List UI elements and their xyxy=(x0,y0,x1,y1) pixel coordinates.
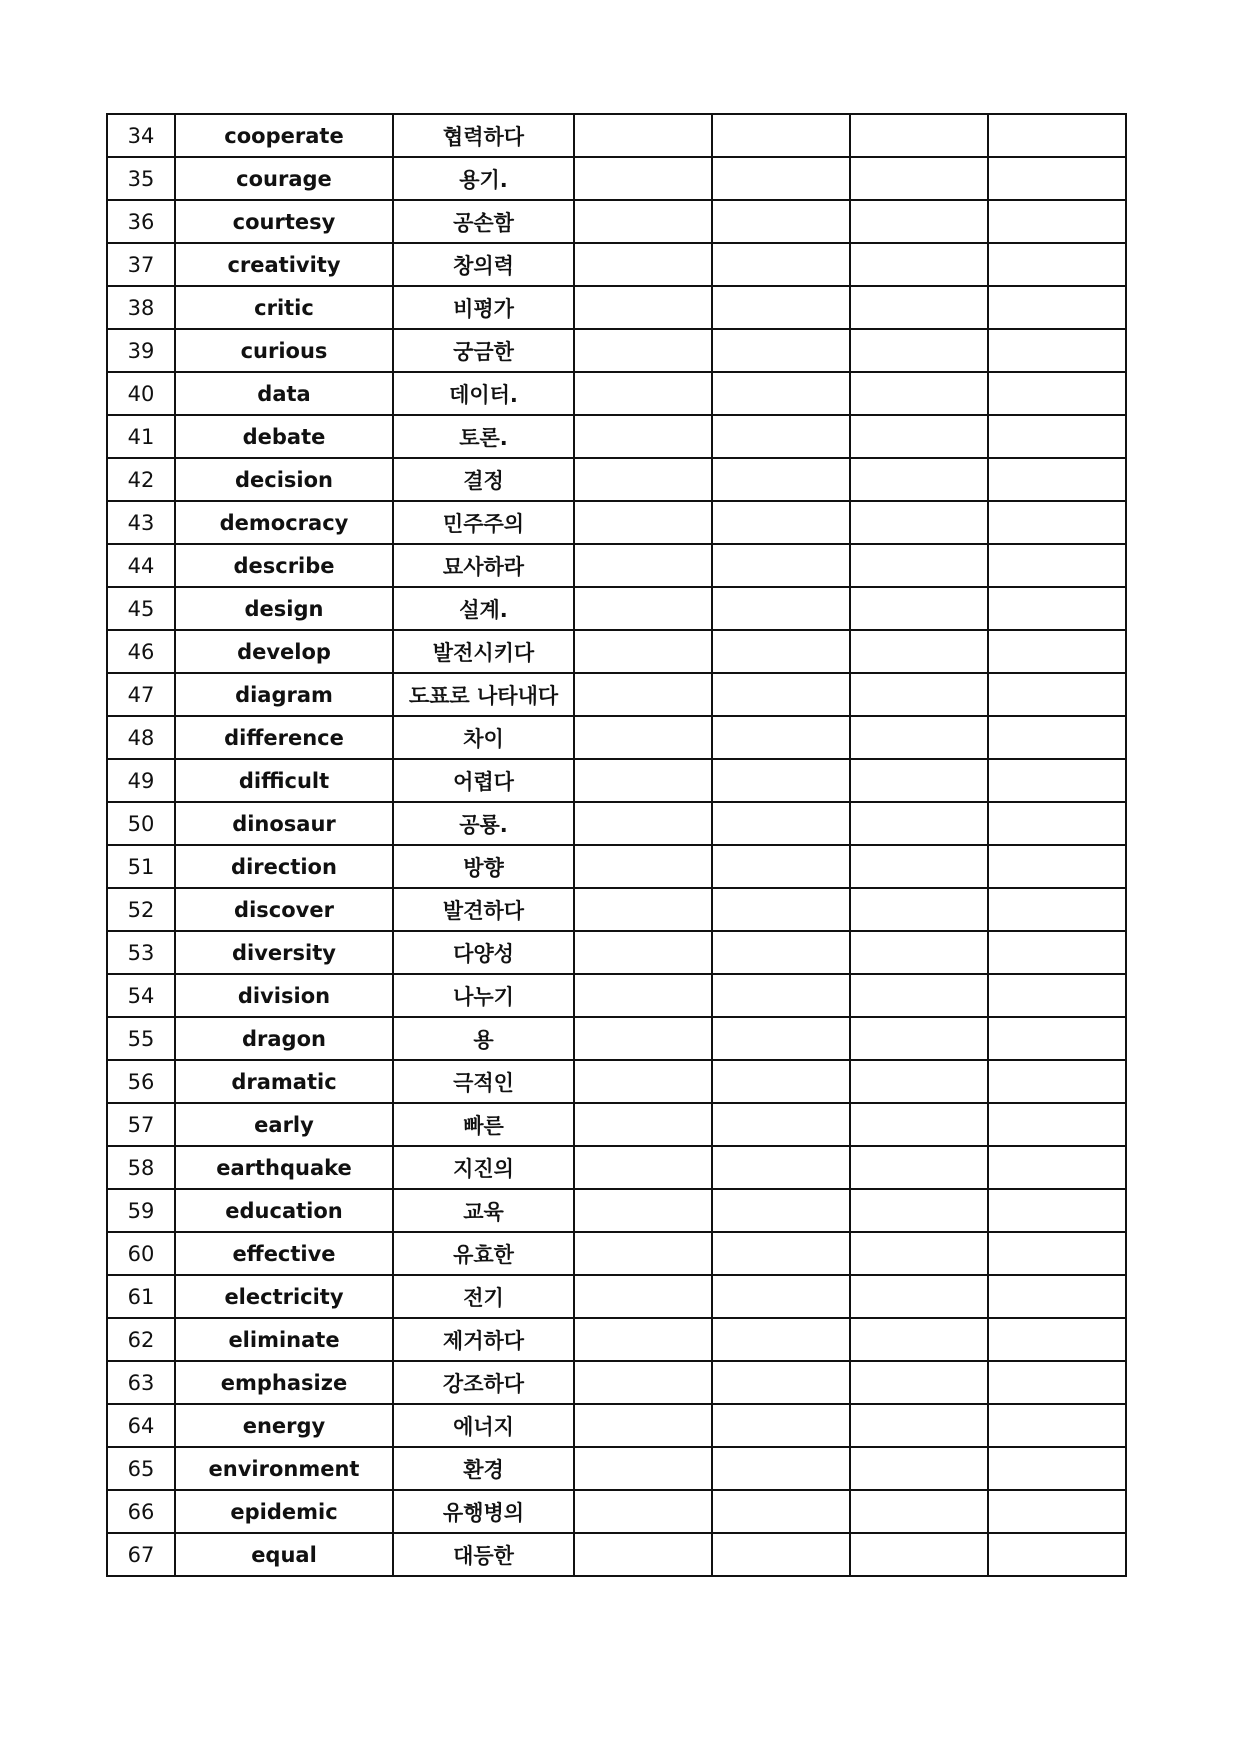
practice-cell xyxy=(574,1017,712,1060)
practice-cell xyxy=(712,1318,850,1361)
english-word: diversity xyxy=(175,931,393,974)
practice-cell xyxy=(988,286,1126,329)
practice-cell xyxy=(850,329,988,372)
practice-cell xyxy=(988,200,1126,243)
korean-meaning: 발전시키다 xyxy=(393,630,574,673)
practice-cell xyxy=(712,1060,850,1103)
table-row xyxy=(107,716,1126,759)
entry-number: 60 xyxy=(107,1232,175,1275)
practice-cell xyxy=(850,716,988,759)
practice-cell xyxy=(988,1017,1126,1060)
korean-meaning: 유행병의 xyxy=(393,1490,574,1533)
entry-number: 67 xyxy=(107,1533,175,1576)
practice-cell xyxy=(712,1447,850,1490)
english-word: debate xyxy=(175,415,393,458)
practice-cell xyxy=(850,458,988,501)
english-word: eliminate xyxy=(175,1318,393,1361)
practice-cell xyxy=(574,329,712,372)
practice-cell xyxy=(712,974,850,1017)
table-row xyxy=(107,845,1126,888)
practice-cell xyxy=(988,1103,1126,1146)
practice-cell xyxy=(988,888,1126,931)
table-row xyxy=(107,1103,1126,1146)
practice-cell xyxy=(574,1232,712,1275)
practice-cell xyxy=(850,501,988,544)
vocabulary-table xyxy=(106,113,1127,1577)
practice-cell xyxy=(850,200,988,243)
practice-cell xyxy=(850,1232,988,1275)
table-row xyxy=(107,329,1126,372)
practice-cell xyxy=(850,888,988,931)
practice-cell xyxy=(988,114,1126,157)
practice-cell xyxy=(574,1060,712,1103)
entry-number: 66 xyxy=(107,1490,175,1533)
practice-cell xyxy=(712,329,850,372)
english-word: critic xyxy=(175,286,393,329)
practice-cell xyxy=(574,243,712,286)
practice-cell xyxy=(988,329,1126,372)
practice-cell xyxy=(850,1404,988,1447)
english-word: courtesy xyxy=(175,200,393,243)
entry-number: 54 xyxy=(107,974,175,1017)
practice-cell xyxy=(850,1447,988,1490)
practice-cell xyxy=(850,1275,988,1318)
entry-number: 48 xyxy=(107,716,175,759)
practice-cell xyxy=(574,845,712,888)
practice-cell xyxy=(712,243,850,286)
practice-cell xyxy=(712,372,850,415)
practice-cell xyxy=(574,1318,712,1361)
table-row xyxy=(107,501,1126,544)
practice-cell xyxy=(574,802,712,845)
practice-cell xyxy=(850,587,988,630)
table-row xyxy=(107,1275,1126,1318)
english-word: difference xyxy=(175,716,393,759)
korean-meaning: 데이터. xyxy=(393,372,574,415)
practice-cell xyxy=(850,630,988,673)
practice-cell xyxy=(712,888,850,931)
english-word: epidemic xyxy=(175,1490,393,1533)
practice-cell xyxy=(712,1490,850,1533)
vocabulary-table-body xyxy=(107,114,1126,1576)
practice-cell xyxy=(574,1275,712,1318)
english-word: cooperate xyxy=(175,114,393,157)
table-row xyxy=(107,1017,1126,1060)
practice-cell xyxy=(712,286,850,329)
practice-cell xyxy=(574,1103,712,1146)
korean-meaning: 방향 xyxy=(393,845,574,888)
korean-meaning: 나누기 xyxy=(393,974,574,1017)
practice-cell xyxy=(988,630,1126,673)
entry-number: 65 xyxy=(107,1447,175,1490)
table-row xyxy=(107,243,1126,286)
entry-number: 34 xyxy=(107,114,175,157)
practice-cell xyxy=(850,1060,988,1103)
table-row xyxy=(107,1447,1126,1490)
korean-meaning: 용 xyxy=(393,1017,574,1060)
practice-cell xyxy=(574,372,712,415)
entry-number: 46 xyxy=(107,630,175,673)
practice-cell xyxy=(988,802,1126,845)
practice-cell xyxy=(574,716,712,759)
english-word: earthquake xyxy=(175,1146,393,1189)
practice-cell xyxy=(850,243,988,286)
practice-cell xyxy=(712,114,850,157)
practice-cell xyxy=(712,1361,850,1404)
practice-cell xyxy=(850,931,988,974)
practice-cell xyxy=(574,759,712,802)
practice-cell xyxy=(850,372,988,415)
entry-number: 43 xyxy=(107,501,175,544)
entry-number: 37 xyxy=(107,243,175,286)
english-word: diagram xyxy=(175,673,393,716)
practice-cell xyxy=(988,1146,1126,1189)
korean-meaning: 대등한 xyxy=(393,1533,574,1576)
english-word: dragon xyxy=(175,1017,393,1060)
practice-cell xyxy=(850,1533,988,1576)
practice-cell xyxy=(850,1017,988,1060)
practice-cell xyxy=(574,1533,712,1576)
practice-cell xyxy=(574,501,712,544)
korean-meaning: 결정 xyxy=(393,458,574,501)
practice-cell xyxy=(712,802,850,845)
english-word: dinosaur xyxy=(175,802,393,845)
table-row xyxy=(107,372,1126,415)
korean-meaning: 궁금한 xyxy=(393,329,574,372)
practice-cell xyxy=(574,630,712,673)
entry-number: 47 xyxy=(107,673,175,716)
english-word: effective xyxy=(175,1232,393,1275)
table-row xyxy=(107,759,1126,802)
practice-cell xyxy=(712,716,850,759)
practice-cell xyxy=(850,845,988,888)
practice-cell xyxy=(988,673,1126,716)
practice-cell xyxy=(712,200,850,243)
practice-cell xyxy=(712,1404,850,1447)
practice-cell xyxy=(712,1189,850,1232)
english-word: creativity xyxy=(175,243,393,286)
korean-meaning: 교육 xyxy=(393,1189,574,1232)
practice-cell xyxy=(712,157,850,200)
practice-cell xyxy=(850,157,988,200)
entry-number: 61 xyxy=(107,1275,175,1318)
english-word: design xyxy=(175,587,393,630)
korean-meaning: 비평가 xyxy=(393,286,574,329)
table-row xyxy=(107,1361,1126,1404)
english-word: education xyxy=(175,1189,393,1232)
practice-cell xyxy=(574,1361,712,1404)
table-row xyxy=(107,415,1126,458)
korean-meaning: 민주주의 xyxy=(393,501,574,544)
entry-number: 44 xyxy=(107,544,175,587)
table-row xyxy=(107,673,1126,716)
practice-cell xyxy=(850,1103,988,1146)
practice-cell xyxy=(988,1189,1126,1232)
english-word: discover xyxy=(175,888,393,931)
korean-meaning: 협력하다 xyxy=(393,114,574,157)
korean-meaning: 차이 xyxy=(393,716,574,759)
english-word: equal xyxy=(175,1533,393,1576)
practice-cell xyxy=(988,1447,1126,1490)
entry-number: 63 xyxy=(107,1361,175,1404)
practice-cell xyxy=(574,286,712,329)
korean-meaning: 어렵다 xyxy=(393,759,574,802)
practice-cell xyxy=(574,544,712,587)
english-word: environment xyxy=(175,1447,393,1490)
practice-cell xyxy=(988,1533,1126,1576)
practice-cell xyxy=(850,673,988,716)
korean-meaning: 토론. xyxy=(393,415,574,458)
entry-number: 39 xyxy=(107,329,175,372)
entry-number: 56 xyxy=(107,1060,175,1103)
english-word: emphasize xyxy=(175,1361,393,1404)
practice-cell xyxy=(988,544,1126,587)
entry-number: 59 xyxy=(107,1189,175,1232)
practice-cell xyxy=(988,1361,1126,1404)
practice-cell xyxy=(988,974,1126,1017)
korean-meaning: 에너지 xyxy=(393,1404,574,1447)
entry-number: 42 xyxy=(107,458,175,501)
entry-number: 58 xyxy=(107,1146,175,1189)
english-word: early xyxy=(175,1103,393,1146)
practice-cell xyxy=(988,458,1126,501)
entry-number: 51 xyxy=(107,845,175,888)
practice-cell xyxy=(988,1490,1126,1533)
practice-cell xyxy=(574,114,712,157)
table-row xyxy=(107,974,1126,1017)
practice-cell xyxy=(574,415,712,458)
practice-cell xyxy=(988,931,1126,974)
table-row xyxy=(107,1490,1126,1533)
entry-number: 45 xyxy=(107,587,175,630)
english-word: energy xyxy=(175,1404,393,1447)
practice-cell xyxy=(850,415,988,458)
practice-cell xyxy=(574,458,712,501)
practice-cell xyxy=(850,286,988,329)
korean-meaning: 환경 xyxy=(393,1447,574,1490)
korean-meaning: 다양성 xyxy=(393,931,574,974)
table-row xyxy=(107,114,1126,157)
practice-cell xyxy=(988,587,1126,630)
practice-cell xyxy=(988,372,1126,415)
practice-cell xyxy=(712,458,850,501)
practice-cell xyxy=(712,673,850,716)
english-word: dramatic xyxy=(175,1060,393,1103)
korean-meaning: 극적인 xyxy=(393,1060,574,1103)
entry-number: 55 xyxy=(107,1017,175,1060)
korean-meaning: 제거하다 xyxy=(393,1318,574,1361)
english-word: direction xyxy=(175,845,393,888)
english-word: difficult xyxy=(175,759,393,802)
korean-meaning: 설계. xyxy=(393,587,574,630)
practice-cell xyxy=(712,1146,850,1189)
practice-cell xyxy=(988,1318,1126,1361)
practice-cell xyxy=(712,544,850,587)
entry-number: 64 xyxy=(107,1404,175,1447)
entry-number: 62 xyxy=(107,1318,175,1361)
practice-cell xyxy=(712,1017,850,1060)
table-row xyxy=(107,1189,1126,1232)
korean-meaning: 공룡. xyxy=(393,802,574,845)
korean-meaning: 도표로 나타내다 xyxy=(393,673,574,716)
korean-meaning: 유효한 xyxy=(393,1232,574,1275)
entry-number: 49 xyxy=(107,759,175,802)
table-row xyxy=(107,802,1126,845)
practice-cell xyxy=(574,673,712,716)
practice-cell xyxy=(574,200,712,243)
practice-cell xyxy=(988,716,1126,759)
korean-meaning: 공손함 xyxy=(393,200,574,243)
practice-cell xyxy=(574,1490,712,1533)
english-word: curious xyxy=(175,329,393,372)
table-row xyxy=(107,888,1126,931)
english-word: courage xyxy=(175,157,393,200)
table-row xyxy=(107,931,1126,974)
english-word: describe xyxy=(175,544,393,587)
practice-cell xyxy=(988,415,1126,458)
practice-cell xyxy=(712,630,850,673)
practice-cell xyxy=(712,415,850,458)
korean-meaning: 빠른 xyxy=(393,1103,574,1146)
practice-cell xyxy=(712,501,850,544)
practice-cell xyxy=(574,931,712,974)
table-row xyxy=(107,1404,1126,1447)
entry-number: 57 xyxy=(107,1103,175,1146)
english-word: decision xyxy=(175,458,393,501)
english-word: electricity xyxy=(175,1275,393,1318)
practice-cell xyxy=(574,1189,712,1232)
practice-cell xyxy=(712,1533,850,1576)
english-word: data xyxy=(175,372,393,415)
korean-meaning: 발견하다 xyxy=(393,888,574,931)
practice-cell xyxy=(988,1060,1126,1103)
english-word: democracy xyxy=(175,501,393,544)
practice-cell xyxy=(988,1404,1126,1447)
practice-cell xyxy=(712,587,850,630)
practice-cell xyxy=(574,974,712,1017)
table-row xyxy=(107,458,1126,501)
table-row xyxy=(107,587,1126,630)
practice-cell xyxy=(850,1189,988,1232)
korean-meaning: 묘사하라 xyxy=(393,544,574,587)
practice-cell xyxy=(712,931,850,974)
entry-number: 36 xyxy=(107,200,175,243)
table-row xyxy=(107,544,1126,587)
table-row xyxy=(107,286,1126,329)
practice-cell xyxy=(850,544,988,587)
vocabulary-sheet xyxy=(106,113,1127,1577)
english-word: develop xyxy=(175,630,393,673)
practice-cell xyxy=(712,845,850,888)
practice-cell xyxy=(712,1103,850,1146)
practice-cell xyxy=(850,759,988,802)
korean-meaning: 강조하다 xyxy=(393,1361,574,1404)
practice-cell xyxy=(988,157,1126,200)
table-row xyxy=(107,157,1126,200)
table-row xyxy=(107,1232,1126,1275)
english-word: division xyxy=(175,974,393,1017)
entry-number: 35 xyxy=(107,157,175,200)
practice-cell xyxy=(574,1404,712,1447)
table-row xyxy=(107,1318,1126,1361)
practice-cell xyxy=(850,1361,988,1404)
practice-cell xyxy=(988,759,1126,802)
practice-cell xyxy=(850,1318,988,1361)
entry-number: 41 xyxy=(107,415,175,458)
table-row xyxy=(107,630,1126,673)
practice-cell xyxy=(850,114,988,157)
entry-number: 52 xyxy=(107,888,175,931)
practice-cell xyxy=(712,1275,850,1318)
practice-cell xyxy=(988,501,1126,544)
entry-number: 38 xyxy=(107,286,175,329)
practice-cell xyxy=(574,888,712,931)
korean-meaning: 지진의 xyxy=(393,1146,574,1189)
table-row xyxy=(107,1060,1126,1103)
entry-number: 40 xyxy=(107,372,175,415)
practice-cell xyxy=(574,587,712,630)
table-row xyxy=(107,200,1126,243)
practice-cell xyxy=(850,1146,988,1189)
practice-cell xyxy=(574,1447,712,1490)
table-row xyxy=(107,1533,1126,1576)
practice-cell xyxy=(574,1146,712,1189)
practice-cell xyxy=(988,1232,1126,1275)
practice-cell xyxy=(850,802,988,845)
practice-cell xyxy=(712,759,850,802)
practice-cell xyxy=(988,243,1126,286)
practice-cell xyxy=(850,974,988,1017)
entry-number: 50 xyxy=(107,802,175,845)
entry-number: 53 xyxy=(107,931,175,974)
korean-meaning: 용기. xyxy=(393,157,574,200)
korean-meaning: 창의력 xyxy=(393,243,574,286)
practice-cell xyxy=(988,845,1126,888)
practice-cell xyxy=(988,1275,1126,1318)
practice-cell xyxy=(574,157,712,200)
practice-cell xyxy=(850,1490,988,1533)
korean-meaning: 전기 xyxy=(393,1275,574,1318)
table-row xyxy=(107,1146,1126,1189)
practice-cell xyxy=(712,1232,850,1275)
